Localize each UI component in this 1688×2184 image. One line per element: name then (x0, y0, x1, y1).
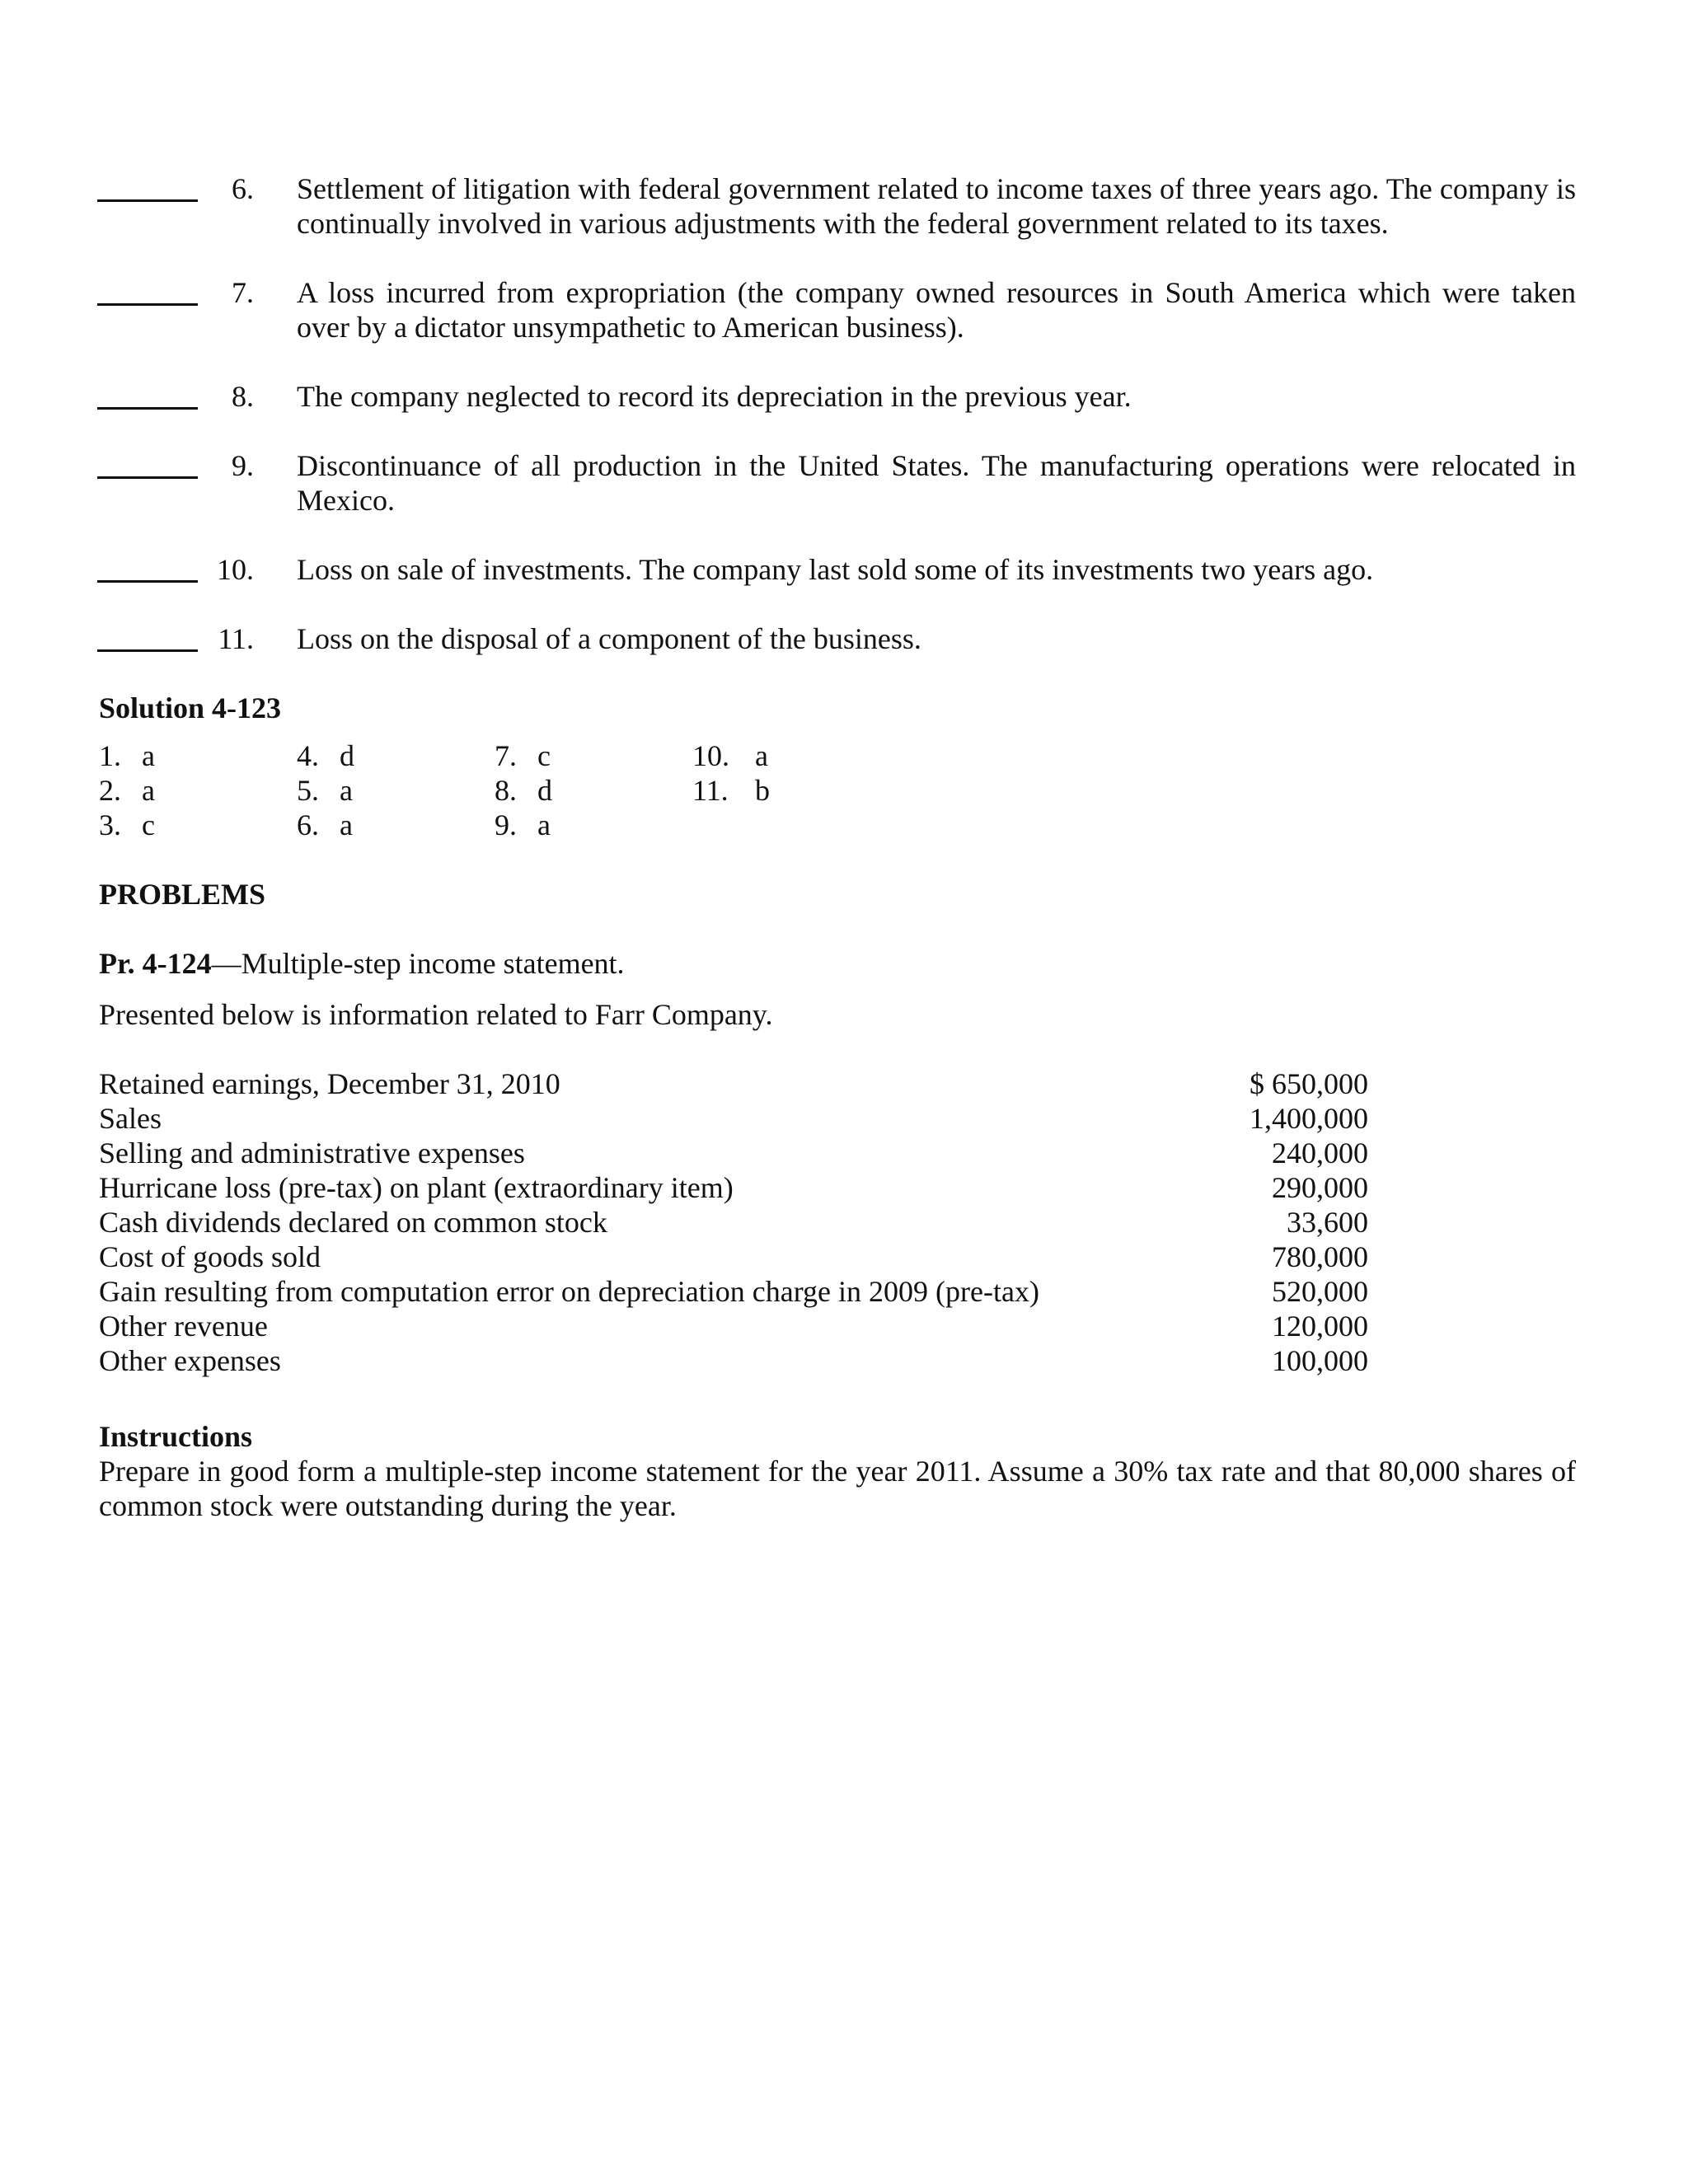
info-amount: 1,400,000 (1250, 1102, 1368, 1135)
answer-blank[interactable] (97, 303, 198, 306)
instructions-text: Prepare in good form a multiple-step income statement for the year 2011. Assume a 30% tax rate and that 80,000 shares of common stock were outstanding during the year. (99, 1455, 1576, 1522)
item-text: Loss on the disposal of a component of the business. (297, 622, 921, 655)
info-amount: 240,000 (1272, 1137, 1368, 1169)
info-row (99, 1240, 1368, 1274)
problem-title (99, 946, 625, 981)
item-number: 9. (232, 449, 254, 482)
item-text: The company neglected to record its depreciation in the previous year. (297, 380, 1132, 413)
solution-answer: 4. d (297, 739, 354, 772)
info-amount: $ 650,000 (1250, 1067, 1368, 1100)
solution-column-4 (692, 738, 770, 808)
info-amount: 520,000 (1272, 1275, 1368, 1308)
info-row (99, 1343, 1368, 1378)
info-row (99, 1309, 1368, 1343)
solution-answer: 9. a (495, 808, 551, 841)
info-label: Gain resulting from computation error on depreciation charge in 2009 (pre-tax) (99, 1275, 1039, 1308)
solution-answer: 2. a (99, 774, 155, 807)
solution-answer: 6. a (297, 808, 353, 841)
solution-column-2 (297, 738, 354, 842)
info-label: Selling and administrative expenses (99, 1137, 525, 1169)
info-amount: 100,000 (1272, 1344, 1368, 1377)
info-label: Cash dividends declared on common stock (99, 1206, 607, 1239)
info-label: Sales (99, 1102, 162, 1135)
answer-blank[interactable] (97, 199, 198, 202)
info-row (99, 1170, 1368, 1205)
answer-blank[interactable] (97, 407, 198, 410)
answer-blank[interactable] (97, 649, 198, 652)
problem-title-text: —Multiple-step income statement. (211, 947, 625, 980)
info-label: Other expenses (99, 1344, 281, 1377)
info-row (99, 1101, 1368, 1136)
info-amount: 33,600 (1287, 1206, 1368, 1239)
solution-answer: 11. b (692, 774, 770, 807)
info-label: Hurricane loss (pre-tax) on plant (extraordinary item) (99, 1171, 734, 1204)
answer-blank[interactable] (97, 580, 198, 583)
item-number: 11. (218, 622, 254, 655)
item-number: 6. (232, 172, 254, 205)
info-row (99, 1274, 1368, 1309)
info-label: Other revenue (99, 1310, 268, 1343)
instructions-heading: Instructions (99, 1420, 253, 1453)
solution-answer: 8. d (495, 774, 552, 807)
solution-answer: 3. c (99, 808, 155, 841)
item-number: 10. (217, 553, 254, 586)
item-text: A loss incurred from expropriation (the company owned resources in South America which were taken over by a dictator unsympathetic to American business). (297, 276, 1576, 344)
solution-answer: 10. a (692, 739, 768, 772)
info-amount: 780,000 (1272, 1240, 1368, 1273)
info-row (99, 1205, 1368, 1240)
solution-answer: 5. a (297, 774, 353, 807)
info-row (99, 1136, 1368, 1170)
info-amount: 290,000 (1272, 1171, 1368, 1204)
item-text: Loss on sale of investments. The company last sold some of its investments two years ago. (297, 553, 1374, 586)
solution-column-1 (99, 738, 155, 842)
problem-intro: Presented below is information related to Farr Company. (99, 998, 773, 1031)
solution-answer: 1. a (99, 739, 155, 772)
problem-id: Pr. 4-124 (99, 947, 212, 980)
info-label: Cost of goods sold (99, 1240, 321, 1273)
item-number: 7. (232, 276, 254, 309)
info-label: Retained earnings, December 31, 2010 (99, 1067, 560, 1100)
item-text: Settlement of litigation with federal government related to income taxes of three years ago. The company is continually involved in various adjustments with the federal government related to its taxes. (297, 172, 1576, 240)
solution-answer: 7. c (495, 739, 551, 772)
solution-heading: Solution 4-123 (99, 691, 282, 724)
info-amount: 120,000 (1272, 1310, 1368, 1343)
answer-blank[interactable] (97, 476, 198, 479)
item-text: Discontinuance of all production in the United States. The manufacturing operations were relocated in Mexico. (297, 449, 1576, 517)
problems-heading: PROBLEMS (99, 878, 266, 911)
info-row (99, 1066, 1368, 1101)
solution-column-3 (495, 738, 552, 842)
item-number: 8. (232, 380, 254, 413)
